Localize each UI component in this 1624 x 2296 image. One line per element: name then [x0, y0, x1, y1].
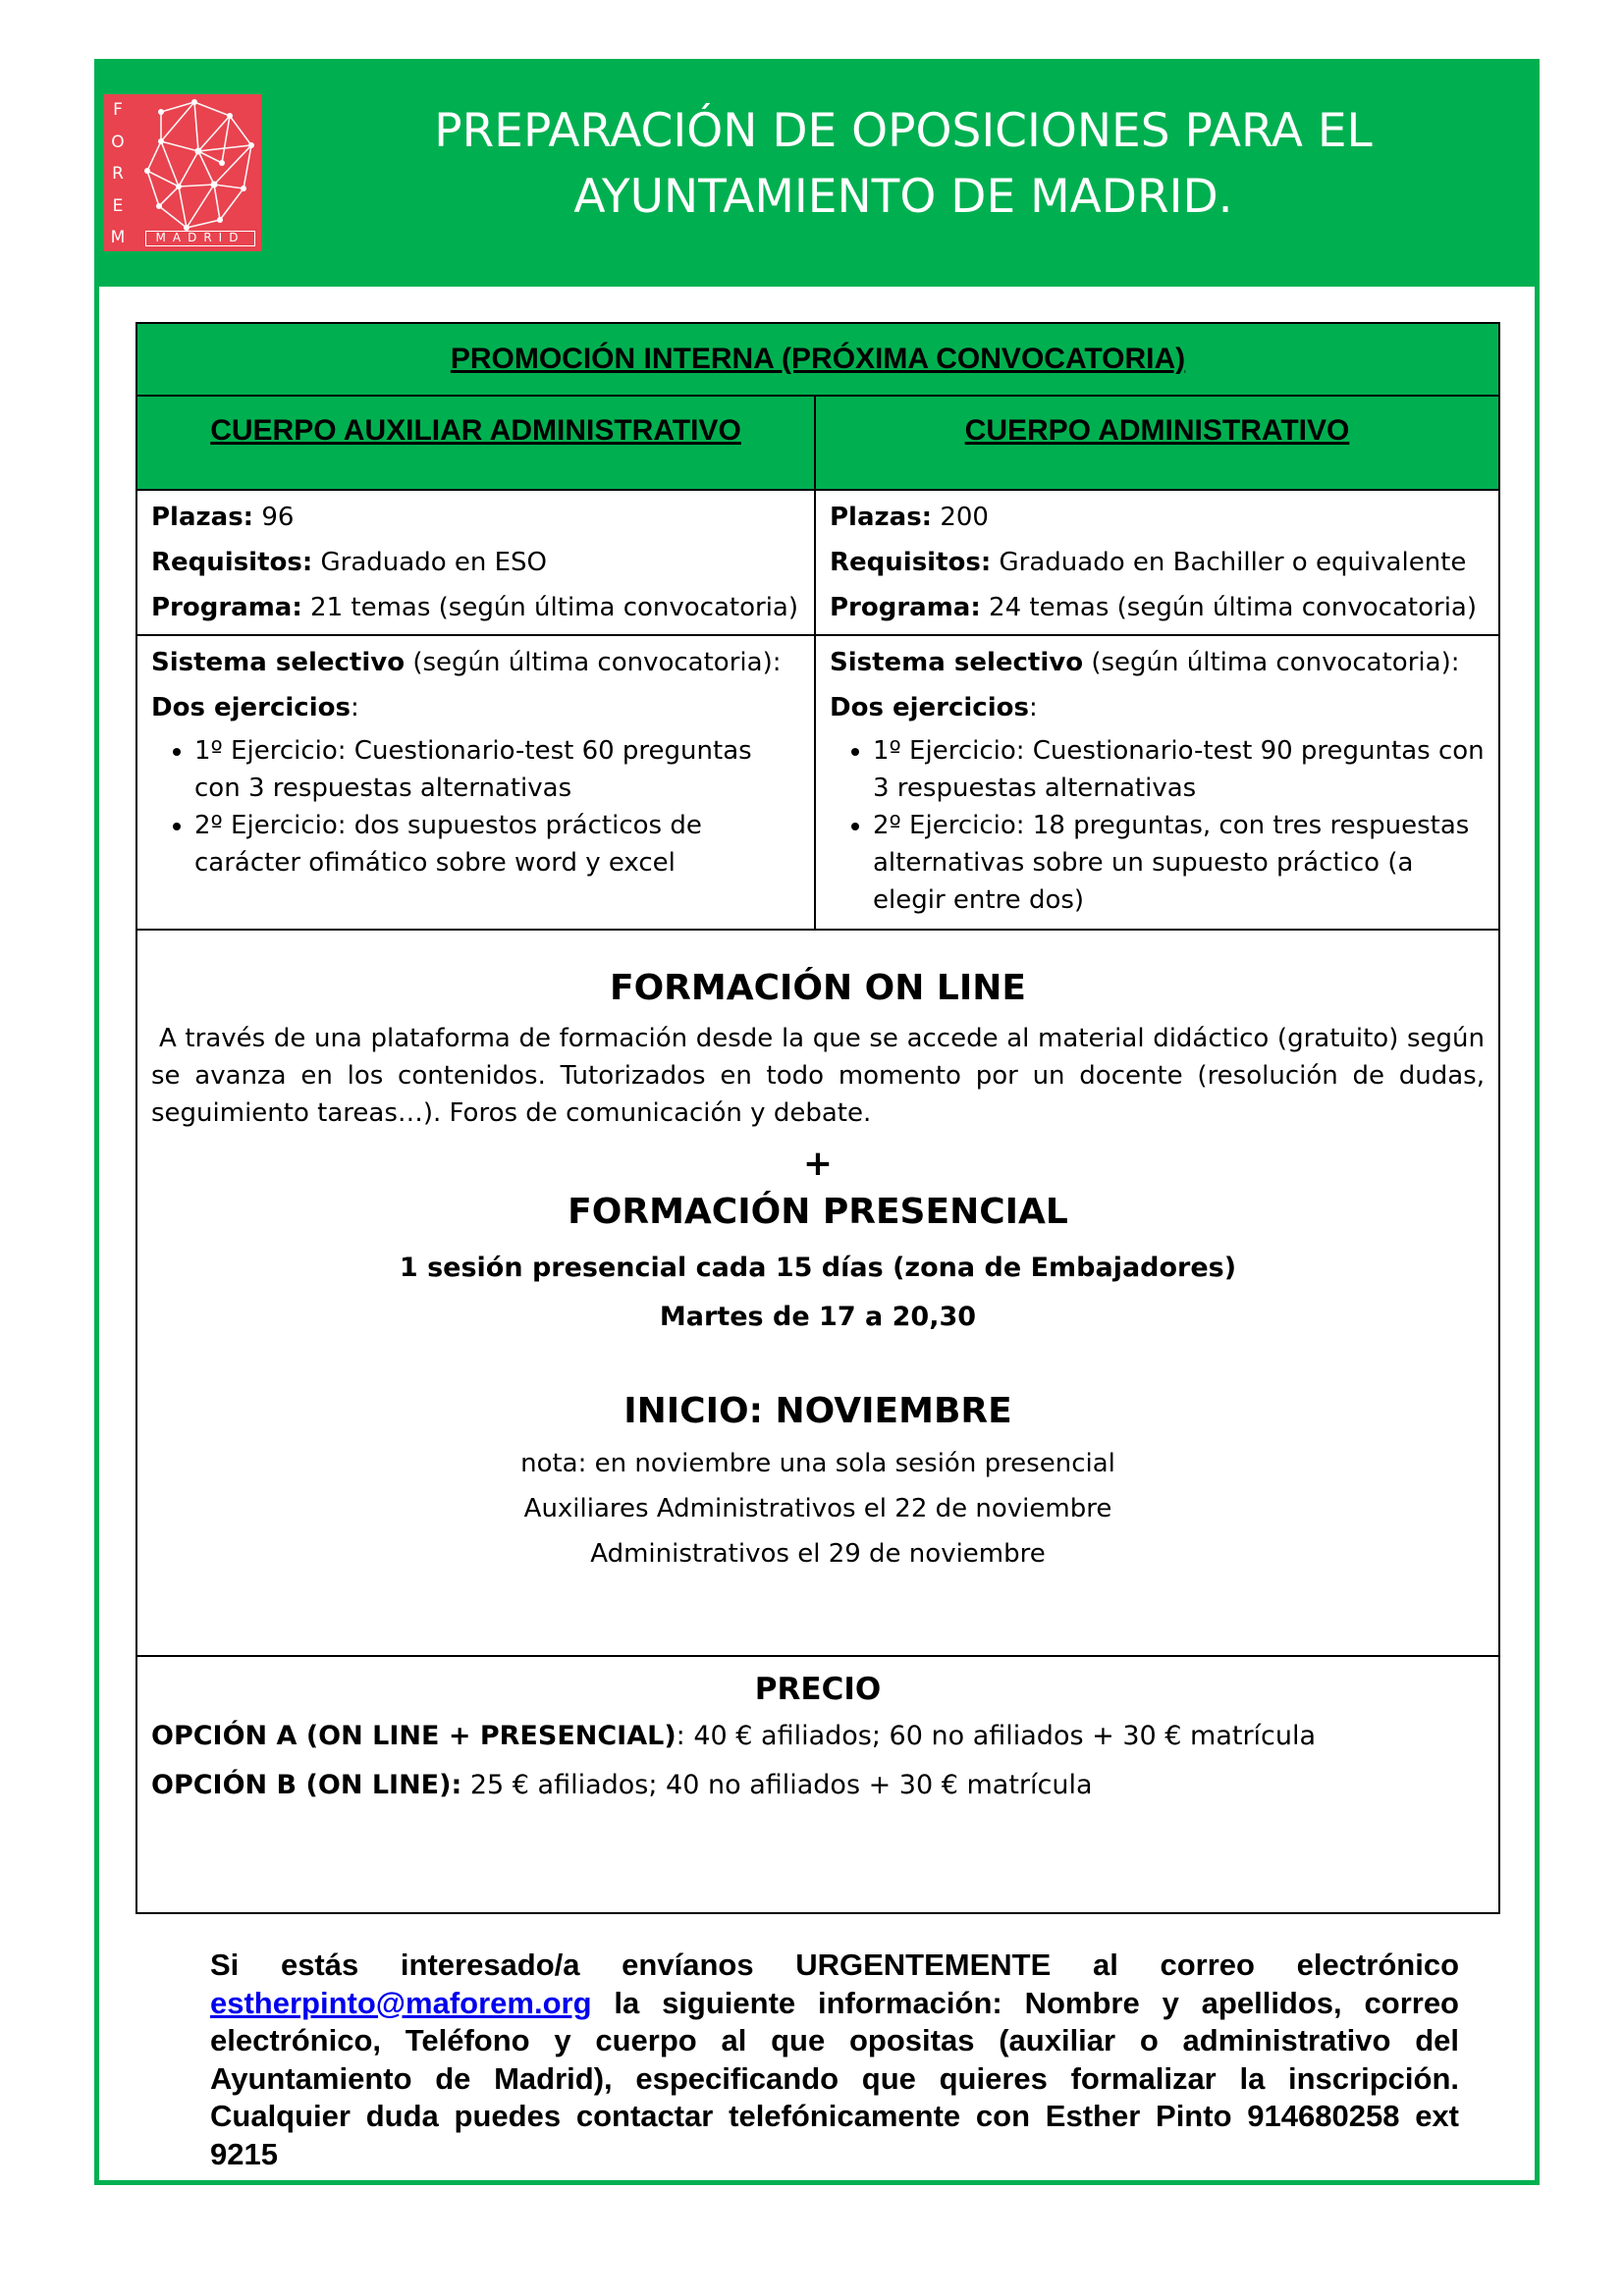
ejercicios-colon: :: [350, 693, 359, 722]
right-sistema-cell: [815, 635, 1499, 930]
ejercicios-list: [830, 732, 1485, 919]
forem-madrid-logo: [104, 94, 261, 251]
online-title: FORMACIÓN ON LINE: [609, 968, 1026, 1008]
logo-letter: R: [112, 164, 124, 184]
requisitos-label: Requisitos:: [830, 548, 992, 577]
option-b-row: [151, 1761, 1485, 1810]
ejercicios-label: Dos ejercicios: [830, 693, 1029, 722]
programa-row: [830, 585, 1485, 630]
requisitos-value: Graduado en Bachiller o equivalente: [991, 548, 1467, 577]
sistema-value: (según última convocatoria):: [405, 648, 782, 677]
ejercicios-colon: :: [1028, 693, 1038, 722]
presencial-schedule: 1 sesión presencial cada 15 días (zona de Embajadores): [399, 1253, 1237, 1283]
left-column-header: [136, 396, 815, 490]
ejercicios-row: [151, 685, 800, 730]
nota-line-1: nota: en noviembre una sola sesión presencial: [520, 1449, 1115, 1478]
contact-text-before: Si estás interesado/a envíanos URGENTEMENTE al correo electrónico: [210, 1948, 1459, 1982]
logo-letter: M: [110, 228, 126, 247]
plazas-value: 96: [253, 503, 295, 532]
sistema-label: Sistema selectivo: [830, 648, 1084, 677]
programa-label: Programa:: [151, 593, 302, 622]
course-info-table: [135, 322, 1500, 1914]
plazas-label: Plazas:: [830, 503, 933, 532]
network-graphic-icon: [104, 94, 261, 251]
requisitos-row: [830, 540, 1485, 585]
page-title-line-1: PREPARACIÓN DE OPOSICIONES PARA EL: [434, 104, 1373, 158]
logo-letter: O: [111, 132, 125, 152]
option-b-label: OPCIÓN B (ON LINE):: [151, 1770, 462, 1800]
option-a-row: [151, 1712, 1485, 1761]
nota-line-3: Administrativos el 29 de noviembre: [590, 1539, 1046, 1569]
precio-title: PRECIO: [754, 1672, 882, 1707]
plazas-row: [151, 495, 800, 540]
promocion-header-text: PROMOCIÓN INTERNA (PRÓXIMA CONVOCATORIA): [450, 343, 1186, 375]
plazas-value: 200: [932, 503, 989, 532]
list-item: • 2º Ejercicio: 18 preguntas, con tres respuestas alternativas sobre un supuesto práctico (a elegir entre dos): [873, 807, 1485, 919]
promocion-header: [136, 323, 1499, 396]
administrativo-title: CUERPO ADMINISTRATIVO: [964, 414, 1350, 447]
presencial-title: FORMACIÓN PRESENCIAL: [568, 1192, 1068, 1232]
online-description: A través de una plataforma de formación desde la que se accede al material didáctico (gratuito) según se avanza en los contenidos. Tutorizados en todo momento por un docente (resolución de dudas, seguimiento tareas…). Foros de comunicación y debate.: [151, 1024, 1485, 1128]
precio-cell: [136, 1656, 1499, 1913]
ejercicios-label: Dos ejercicios: [151, 693, 351, 722]
nota-line-2: Auxiliares Administrativos el 22 de noviembre: [523, 1494, 1112, 1523]
sistema-value: (según última convocatoria):: [1083, 648, 1460, 677]
right-column-header: [815, 396, 1499, 490]
requisitos-value: Graduado en ESO: [312, 548, 548, 577]
auxiliar-title: CUERPO AUXILIAR ADMINISTRATIVO: [210, 414, 741, 447]
logo-horizontal-text: MADRID: [145, 231, 255, 246]
logo-letter: F: [113, 100, 123, 120]
sistema-label: Sistema selectivo: [151, 648, 406, 677]
contact-email-link[interactable]: estherpinto@maforem.org: [210, 1985, 592, 2020]
programa-value: 24 temas (según última convocatoria): [980, 593, 1477, 622]
contact-text-after: la siguiente información: Nombre y apellidos, correo electrónico, Teléfono y cuerpo al que opositas (auxiliar o administrativo del Ayuntamiento de Madrid), especificando que quieres formalizar la inscripción. Cualquier duda puedes contactar telefónicamente con Esther Pinto 914680258 ext 9215: [210, 1985, 1459, 2171]
requisitos-row: [151, 540, 800, 585]
plazas-label: Plazas:: [151, 503, 254, 532]
option-a-label: OPCIÓN A (ON LINE + PRESENCIAL): [151, 1721, 677, 1751]
list-item: • 2º Ejercicio: dos supuestos prácticos de carácter ofimático sobre word y excel: [194, 807, 800, 881]
sistema-row: [151, 640, 800, 685]
list-item: • 1º Ejercicio: Cuestionario-test 60 preguntas con 3 respuestas alternativas: [194, 732, 800, 807]
ejercicios-list: [151, 732, 800, 881]
programa-value: 21 temas (según última convocatoria): [301, 593, 798, 622]
ejercicios-row: [830, 685, 1485, 730]
formacion-cell: [136, 930, 1499, 1656]
inicio-title: INICIO: NOVIEMBRE: [623, 1391, 1012, 1431]
plazas-row: [830, 495, 1485, 540]
contact-paragraph: [210, 1947, 1459, 2174]
page-title: [324, 98, 1483, 230]
option-b-value: 25 € afiliados; 40 no afiliados + 30 € matrícula: [461, 1770, 1093, 1800]
left-details-cell: [136, 490, 815, 635]
option-a-value: : 40 € afiliados; 60 no afiliados + 30 € matrícula: [676, 1721, 1317, 1751]
list-item: • 1º Ejercicio: Cuestionario-test 90 preguntas con 3 respuestas alternativas: [873, 732, 1485, 807]
left-sistema-cell: [136, 635, 815, 930]
requisitos-label: Requisitos:: [151, 548, 313, 577]
sistema-row: [830, 640, 1485, 685]
programa-label: Programa:: [830, 593, 981, 622]
plus-sign: +: [802, 1144, 834, 1184]
logo-vertical-text: [108, 100, 128, 247]
programa-row: [151, 585, 800, 630]
presencial-hours: Martes de 17 a 20,30: [659, 1302, 977, 1332]
right-details-cell: [815, 490, 1499, 635]
page-title-line-2: AYUNTAMIENTO DE MADRID.: [573, 170, 1233, 224]
logo-letter: E: [112, 195, 124, 216]
